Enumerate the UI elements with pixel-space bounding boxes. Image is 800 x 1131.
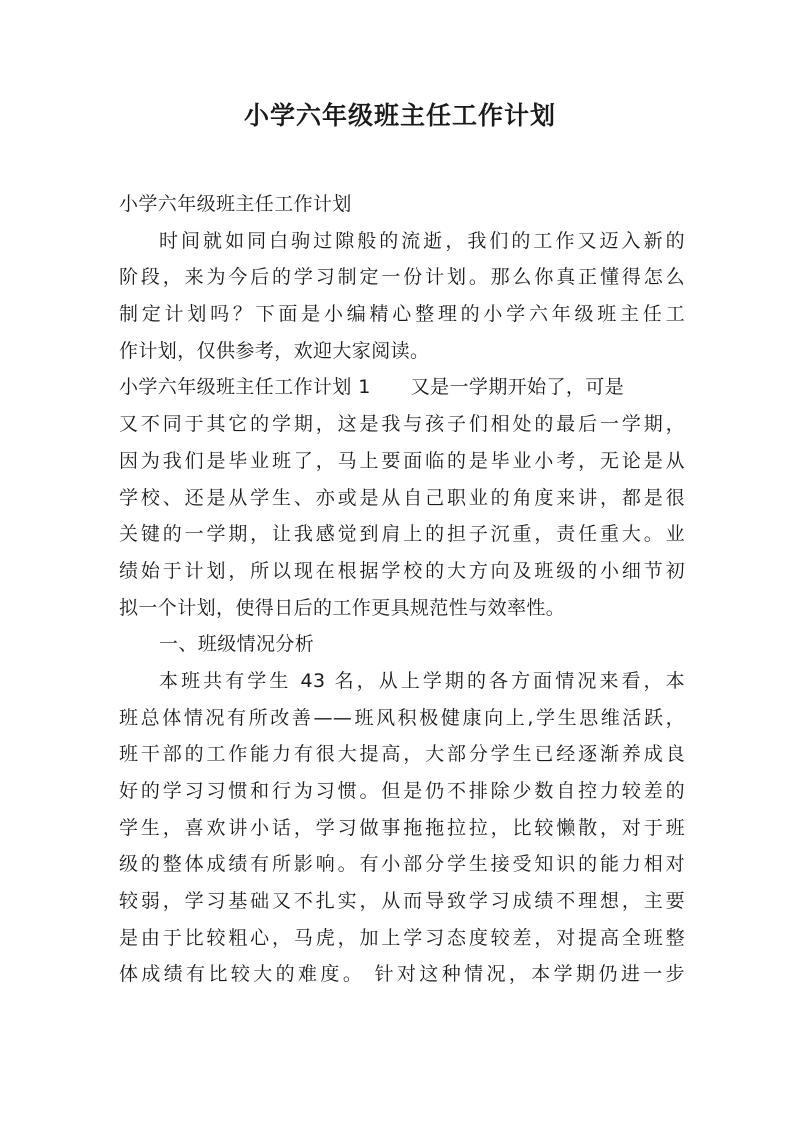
paragraph-line: 拟一个计划，使得日后的工作更具规范性与效率性。 (119, 596, 566, 619)
subtitle-line: 小学六年级班主任工作计划 (119, 193, 352, 215)
paragraph-line: 本班共有学生 43 名，从上学期的各方面情况来看，本 (159, 669, 685, 692)
paragraph-line: 体成绩有比较大的难度。 针对这种情况，本学期仍进一步 (119, 963, 685, 986)
paragraph-line: 因为我们是毕业班了，马上要面临的是毕业小考，无论是从 (119, 449, 685, 472)
paragraph-line: 班总体情况有所改善——班风积极健康向上,学生思维活跃， (119, 706, 685, 729)
paragraph-line: 好的学习习惯和行为习惯。但是仍不排除少数自控力较差的 (119, 780, 685, 802)
paragraph-line: 学校、还是从学生、亦或是从自己职业的角度来讲，都是很 (119, 486, 685, 509)
paragraph-line: 学生，喜欢讲小话，学习做事拖拖拉拉，比较懒散，对于班 (119, 816, 685, 839)
section-heading-line (119, 369, 685, 406)
paragraph-line: 又不同于其它的学期，这是我与孩子们相处的最后一学期， (119, 413, 685, 436)
paragraph-line: 制定计划吗？下面是小编精心整理的小学六年级班主任工 (119, 303, 685, 326)
paragraph-line: 是由于比较粗心，马虎，加上学习态度较差，对提高全班整 (119, 926, 685, 949)
paragraph-line: 时间就如同白驹过隙般的流逝，我们的工作又迈入新的 (159, 229, 685, 252)
paragraph-line: 级的整体成绩有所影响。有小部分学生接受知识的能力相对 (119, 853, 685, 876)
paragraph-line: 作计划，仅供参考，欢迎大家阅读。 (119, 339, 430, 362)
document-title: 小学六年级班主任工作计划 (243, 101, 556, 130)
paragraph-line: 绩始于计划，所以现在根据学校的大方向及班级的小细节初 (119, 559, 685, 582)
section-heading: 一、班级情况分析 (159, 633, 315, 656)
paragraph-line: 班干部的工作能力有很大提高，大部分学生已经逐渐养成良 (119, 743, 685, 766)
section-heading: 小学六年级班主任工作计划 1 (119, 376, 371, 399)
paragraph-start: 又是一学期开始了，可是 (410, 376, 625, 399)
paragraph-line: 关键的一学期，让我感觉到肩上的担子沉重，责任重大。业 (119, 523, 685, 546)
document-body (119, 186, 685, 993)
paragraph-line: 阶段，来为今后的学习制定一份计划。那么你真正懂得怎么 (119, 266, 685, 289)
paragraph-line: 较弱，学习基础又不扎实，从而导致学习成绩不理想，主要 (119, 890, 685, 913)
